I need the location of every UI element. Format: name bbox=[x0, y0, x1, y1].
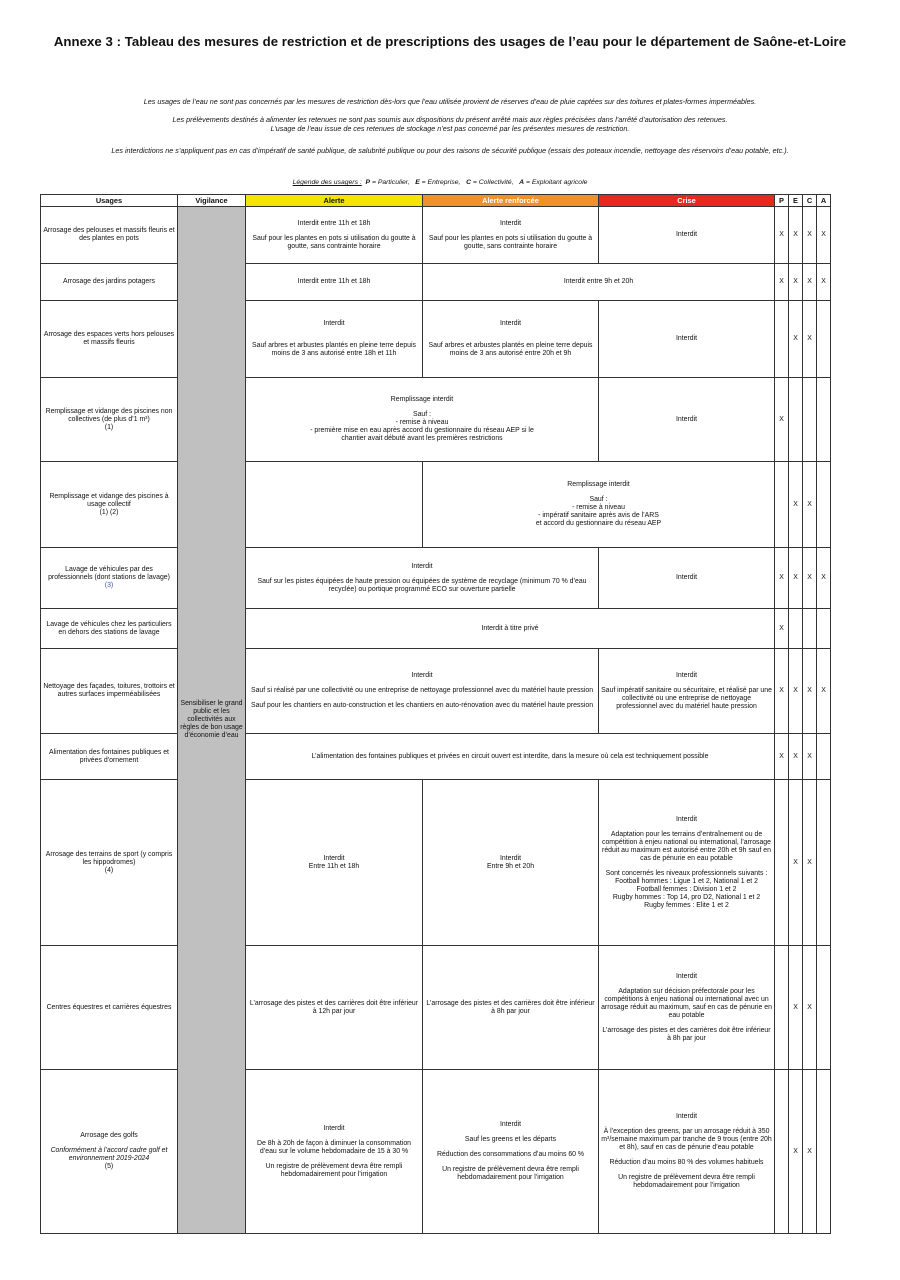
mark-e: X bbox=[789, 946, 803, 1070]
header-alerte: Alerte bbox=[246, 195, 423, 207]
alerte-cell: Interdit Sauf arbres et arbustes plantés en pleine terre depuis moins de 3 ans autorisé entre 18h et 11h bbox=[246, 301, 423, 378]
mark-p: X bbox=[775, 378, 789, 462]
header-usages: Usages bbox=[41, 195, 178, 207]
usage-cell: Centres équestres et carrières équestres bbox=[41, 946, 178, 1070]
alerte-cell: Interdit entre 11h et 18h Sauf pour les plantes en pots si utilisation du goutte à goutte, sans contrainte horaire bbox=[246, 207, 423, 264]
mark-e: X bbox=[789, 780, 803, 946]
mark-e bbox=[789, 609, 803, 649]
usage-cell: Arrosage des pelouses et massifs fleuris et des plantes en pots bbox=[41, 207, 178, 264]
alerte-cell: Interdit De 8h à 20h de façon à diminuer la consommation d’eau sur le volume hebdomadaire de 15 à 30 % Un registre de prélèvement devra être rempli hebdomadairement pour l’irrigation bbox=[246, 1070, 423, 1234]
legend-key: C bbox=[466, 179, 471, 186]
renforcee-cell: Interdit Sauf les greens et les départs Réduction des consommations d’au moins 60 % Un registre de prélèvement devra être rempli hebdomadairement pour l’irrigation bbox=[423, 1070, 599, 1234]
header-alerte-renforcee: Alerte renforcée bbox=[423, 195, 599, 207]
mark-c: X bbox=[803, 734, 817, 780]
table-row bbox=[41, 734, 831, 780]
mark-e: X bbox=[789, 548, 803, 609]
all-levels-cell: Interdit à titre privé bbox=[246, 609, 775, 649]
crise-cell: Interdit bbox=[599, 301, 775, 378]
usage-cell: Nettoyage des façades, toitures, trottoirs et autres surfaces imperméabilisées bbox=[41, 649, 178, 734]
mark-c: X bbox=[803, 301, 817, 378]
mark-c: X bbox=[803, 207, 817, 264]
page-title: Annexe 3 : Tableau des mesures de restriction et de prescriptions des usages de l’eau pour le département de Saône-et-Loire bbox=[53, 34, 847, 49]
crise-cell: Interdit Adaptation pour les terrains d’entraînement ou de compétition à enjeu national ou international, l’arrosage réduit au maximum est autorisé entre 20h et 9h sauf en cas de pénurie en eau potable Sont concernés les niveaux professionnels suivants : Football hommes : Ligue 1 et 2, National 1 et 2 Football femmes : Division 1 et 2 Rugby hommes : Top 14, pro D2, National 1 et 2 Rugby femmes : Elite 1 et 2 bbox=[599, 780, 775, 946]
mark-e: X bbox=[789, 462, 803, 548]
restrictions-table bbox=[40, 194, 831, 1234]
mark-c: X bbox=[803, 946, 817, 1070]
table-row bbox=[41, 649, 831, 734]
vigilance-cell: Sensibiliser le grand public et les collectivités aux règles de bon usage d’économie d’eau bbox=[178, 207, 246, 1234]
usage-cell: Remplissage et vidange des piscines à usage collectif (1) (2) bbox=[41, 462, 178, 548]
mark-p: X bbox=[775, 649, 789, 734]
legend-text: = Particulier, bbox=[371, 179, 410, 186]
all-levels-cell: L’alimentation des fontaines publiques et privées en circuit ouvert est interdite, dans la mesure où cela est techniquement possible bbox=[246, 734, 775, 780]
intro-paragraph: L’usage de l’eau issue de ces retenues de stockage n’est pas concerné par les présentes mesures de restriction. bbox=[270, 124, 630, 134]
mark-p bbox=[775, 301, 789, 378]
renforcee-cell: Interdit Entre 9h et 20h bbox=[423, 780, 599, 946]
mark-e: X bbox=[789, 301, 803, 378]
mark-e bbox=[789, 378, 803, 462]
table-row bbox=[41, 264, 831, 301]
mark-e: X bbox=[789, 264, 803, 301]
mark-p bbox=[775, 946, 789, 1070]
mark-a bbox=[817, 462, 831, 548]
mark-a: X bbox=[817, 264, 831, 301]
usage-cell: Arrosage des espaces verts hors pelouses et massifs fleuris bbox=[41, 301, 178, 378]
legend bbox=[0, 179, 880, 186]
mark-c: X bbox=[803, 1070, 817, 1234]
mark-a bbox=[817, 946, 831, 1070]
alerte-cell: Interdit Entre 11h et 18h bbox=[246, 780, 423, 946]
mark-p: X bbox=[775, 609, 789, 649]
renforcee-crise-cell: Remplissage interdit Sauf : - remise à niveau - impératif sanitaire après avis de l’ARS et accord du gestionnaire du réseau AEP bbox=[423, 462, 775, 548]
alerte-renforcee-cell: Interdit Sauf sur les pistes équipées de haute pression ou équipées de système de recyclage (minimum 70 % d’eau recyclée) ou portique programmé ECO sur ouverture partielle bbox=[246, 548, 599, 609]
mark-c: X bbox=[803, 780, 817, 946]
mark-a bbox=[817, 301, 831, 378]
alerte-renforcee-cell: Interdit Sauf si réalisé par une collectivité ou une entreprise de nettoyage professionnel avec du matériel haute pression Sauf pour les chantiers en auto-construction et les chantiers en auto-rénovation avec du matériel haute pression bbox=[246, 649, 599, 734]
legend-text: = Entreprise, bbox=[421, 179, 461, 186]
crise-cell: Interdit Sauf impératif sanitaire ou sécuritaire, et réalisé par une collectivité ou une entreprise de nettoyage professionnel avec du matériel haute pression bbox=[599, 649, 775, 734]
mark-c bbox=[803, 609, 817, 649]
mark-a bbox=[817, 378, 831, 462]
mark-a bbox=[817, 734, 831, 780]
mark-a: X bbox=[817, 548, 831, 609]
crise-cell: Interdit bbox=[599, 378, 775, 462]
mark-a bbox=[817, 1070, 831, 1234]
mark-a bbox=[817, 780, 831, 946]
mark-c: X bbox=[803, 548, 817, 609]
renforcee-crise-cell: Interdit entre 9h et 20h bbox=[423, 264, 775, 301]
intro-paragraph: Les interdictions ne s’appliquent pas en cas d’impératif de santé publique, de salubrité publique ou pour des raisons de sécurité publique (essais des poteaux incendie, nettoyage des réservoirs d’eau potable, etc.). bbox=[111, 146, 789, 156]
header-c: C bbox=[803, 195, 817, 207]
mark-a: X bbox=[817, 207, 831, 264]
renforcee-cell: L’arrosage des pistes et des carrières doit être inférieur à 8h par jour bbox=[423, 946, 599, 1070]
table-row bbox=[41, 1070, 831, 1234]
mark-c: X bbox=[803, 264, 817, 301]
mark-c: X bbox=[803, 649, 817, 734]
header-vigilance: Vigilance bbox=[178, 195, 246, 207]
crise-cell: Interdit Adaptation sur décision préfectorale pour les compétitions à enjeu national ou international avec un arrosage réduit au maximum, sauf en cas de pénurie en eau potable L’arrosage des pistes et des carrières doit être inférieur à 8h par jour bbox=[599, 946, 775, 1070]
table-row bbox=[41, 548, 831, 609]
alerte-cell: Interdit entre 11h et 18h bbox=[246, 264, 423, 301]
usage-cell: Lavage de véhicules chez les particuliers en dehors des stations de lavage bbox=[41, 609, 178, 649]
header-e: E bbox=[789, 195, 803, 207]
mark-a bbox=[817, 609, 831, 649]
mark-c: X bbox=[803, 462, 817, 548]
legend-key: E bbox=[415, 179, 420, 186]
table-row bbox=[41, 207, 831, 264]
table-row bbox=[41, 462, 831, 548]
renforcee-cell: Interdit Sauf arbres et arbustes plantés en pleine terre depuis moins de 3 ans autorisé entre 20h et 9h bbox=[423, 301, 599, 378]
mark-p bbox=[775, 780, 789, 946]
legend-label: Légende des usagers : bbox=[292, 179, 362, 186]
mark-p bbox=[775, 462, 789, 548]
table-row bbox=[41, 946, 831, 1070]
usage-cell: Arrosage des jardins potagers bbox=[41, 264, 178, 301]
usage-cell: Arrosage des golfs Conformément à l’accord cadre golf et environnement 2019-2024 (5) bbox=[41, 1070, 178, 1234]
header-p: P bbox=[775, 195, 789, 207]
crise-cell: Interdit bbox=[599, 207, 775, 264]
table-row bbox=[41, 301, 831, 378]
mark-e: X bbox=[789, 734, 803, 780]
usage-cell: Alimentation des fontaines publiques et privées d’ornement bbox=[41, 734, 178, 780]
mark-p: X bbox=[775, 207, 789, 264]
table-header-row bbox=[41, 195, 831, 207]
alerte-cell: L’arrosage des pistes et des carrières doit être inférieur à 12h par jour bbox=[246, 946, 423, 1070]
renforcee-cell: Interdit Sauf pour les plantes en pots si utilisation du goutte à goutte, sans contrainte horaire bbox=[423, 207, 599, 264]
intro-paragraph: Les prélèvements destinés à alimenter les retenues ne sont pas soumis aux dispositions du présent arrêté mais aux règles précisées dans l’arrêté d’autorisation des retenues. bbox=[172, 115, 728, 125]
usage-cell: Remplissage et vidange des piscines non collectives (de plus d’1 m³) (1) bbox=[41, 378, 178, 462]
legend-key: P bbox=[365, 179, 371, 186]
mark-a: X bbox=[817, 649, 831, 734]
crise-cell: Interdit bbox=[599, 548, 775, 609]
header-a: A bbox=[817, 195, 831, 207]
mark-e: X bbox=[789, 1070, 803, 1234]
legend-text: = Collectivité, bbox=[472, 179, 514, 186]
mark-p: X bbox=[775, 264, 789, 301]
usage-cell: Lavage de véhicules par des professionnels (dont stations de lavage) (3) bbox=[41, 548, 178, 609]
legend-key: A bbox=[519, 179, 525, 186]
crise-cell: Interdit À l’exception des greens, par un arrosage réduit à 350 m³/semaine maximum par tranche de 9 trous (entre 20h et 8h), sauf en cas de pénurie d’eau potable Réduction d’au moins 80 % des volumes habituels Un registre de prélèvement devra être rempli hebdomadairement pour l’irrigation bbox=[599, 1070, 775, 1234]
legend-text: = Exploitant agricole bbox=[525, 179, 588, 186]
table-row bbox=[41, 780, 831, 946]
usage-cell: Arrosage des terrains de sport (y compris les hippodromes) (4) bbox=[41, 780, 178, 946]
mark-p bbox=[775, 1070, 789, 1234]
header-crise: Crise bbox=[599, 195, 775, 207]
mark-p: X bbox=[775, 734, 789, 780]
intro-paragraph: Les usages de l’eau ne sont pas concernés par les mesures de restriction dès-lors que l’eau utilisée provient de réserves d’eau de pluie captées sur des toitures et plates-formes imperméables. bbox=[143, 97, 757, 107]
alerte-cell bbox=[246, 462, 423, 548]
table-row bbox=[41, 609, 831, 649]
mark-e: X bbox=[789, 207, 803, 264]
alerte-renforcee-cell: Remplissage interdit Sauf : - remise à niveau - première mise en eau après accord du gestionnaire du réseau AEP si le chantier avait débuté avant les premières restrictions bbox=[246, 378, 599, 462]
mark-p: X bbox=[775, 548, 789, 609]
mark-e: X bbox=[789, 649, 803, 734]
mark-c bbox=[803, 378, 817, 462]
table-row bbox=[41, 378, 831, 462]
